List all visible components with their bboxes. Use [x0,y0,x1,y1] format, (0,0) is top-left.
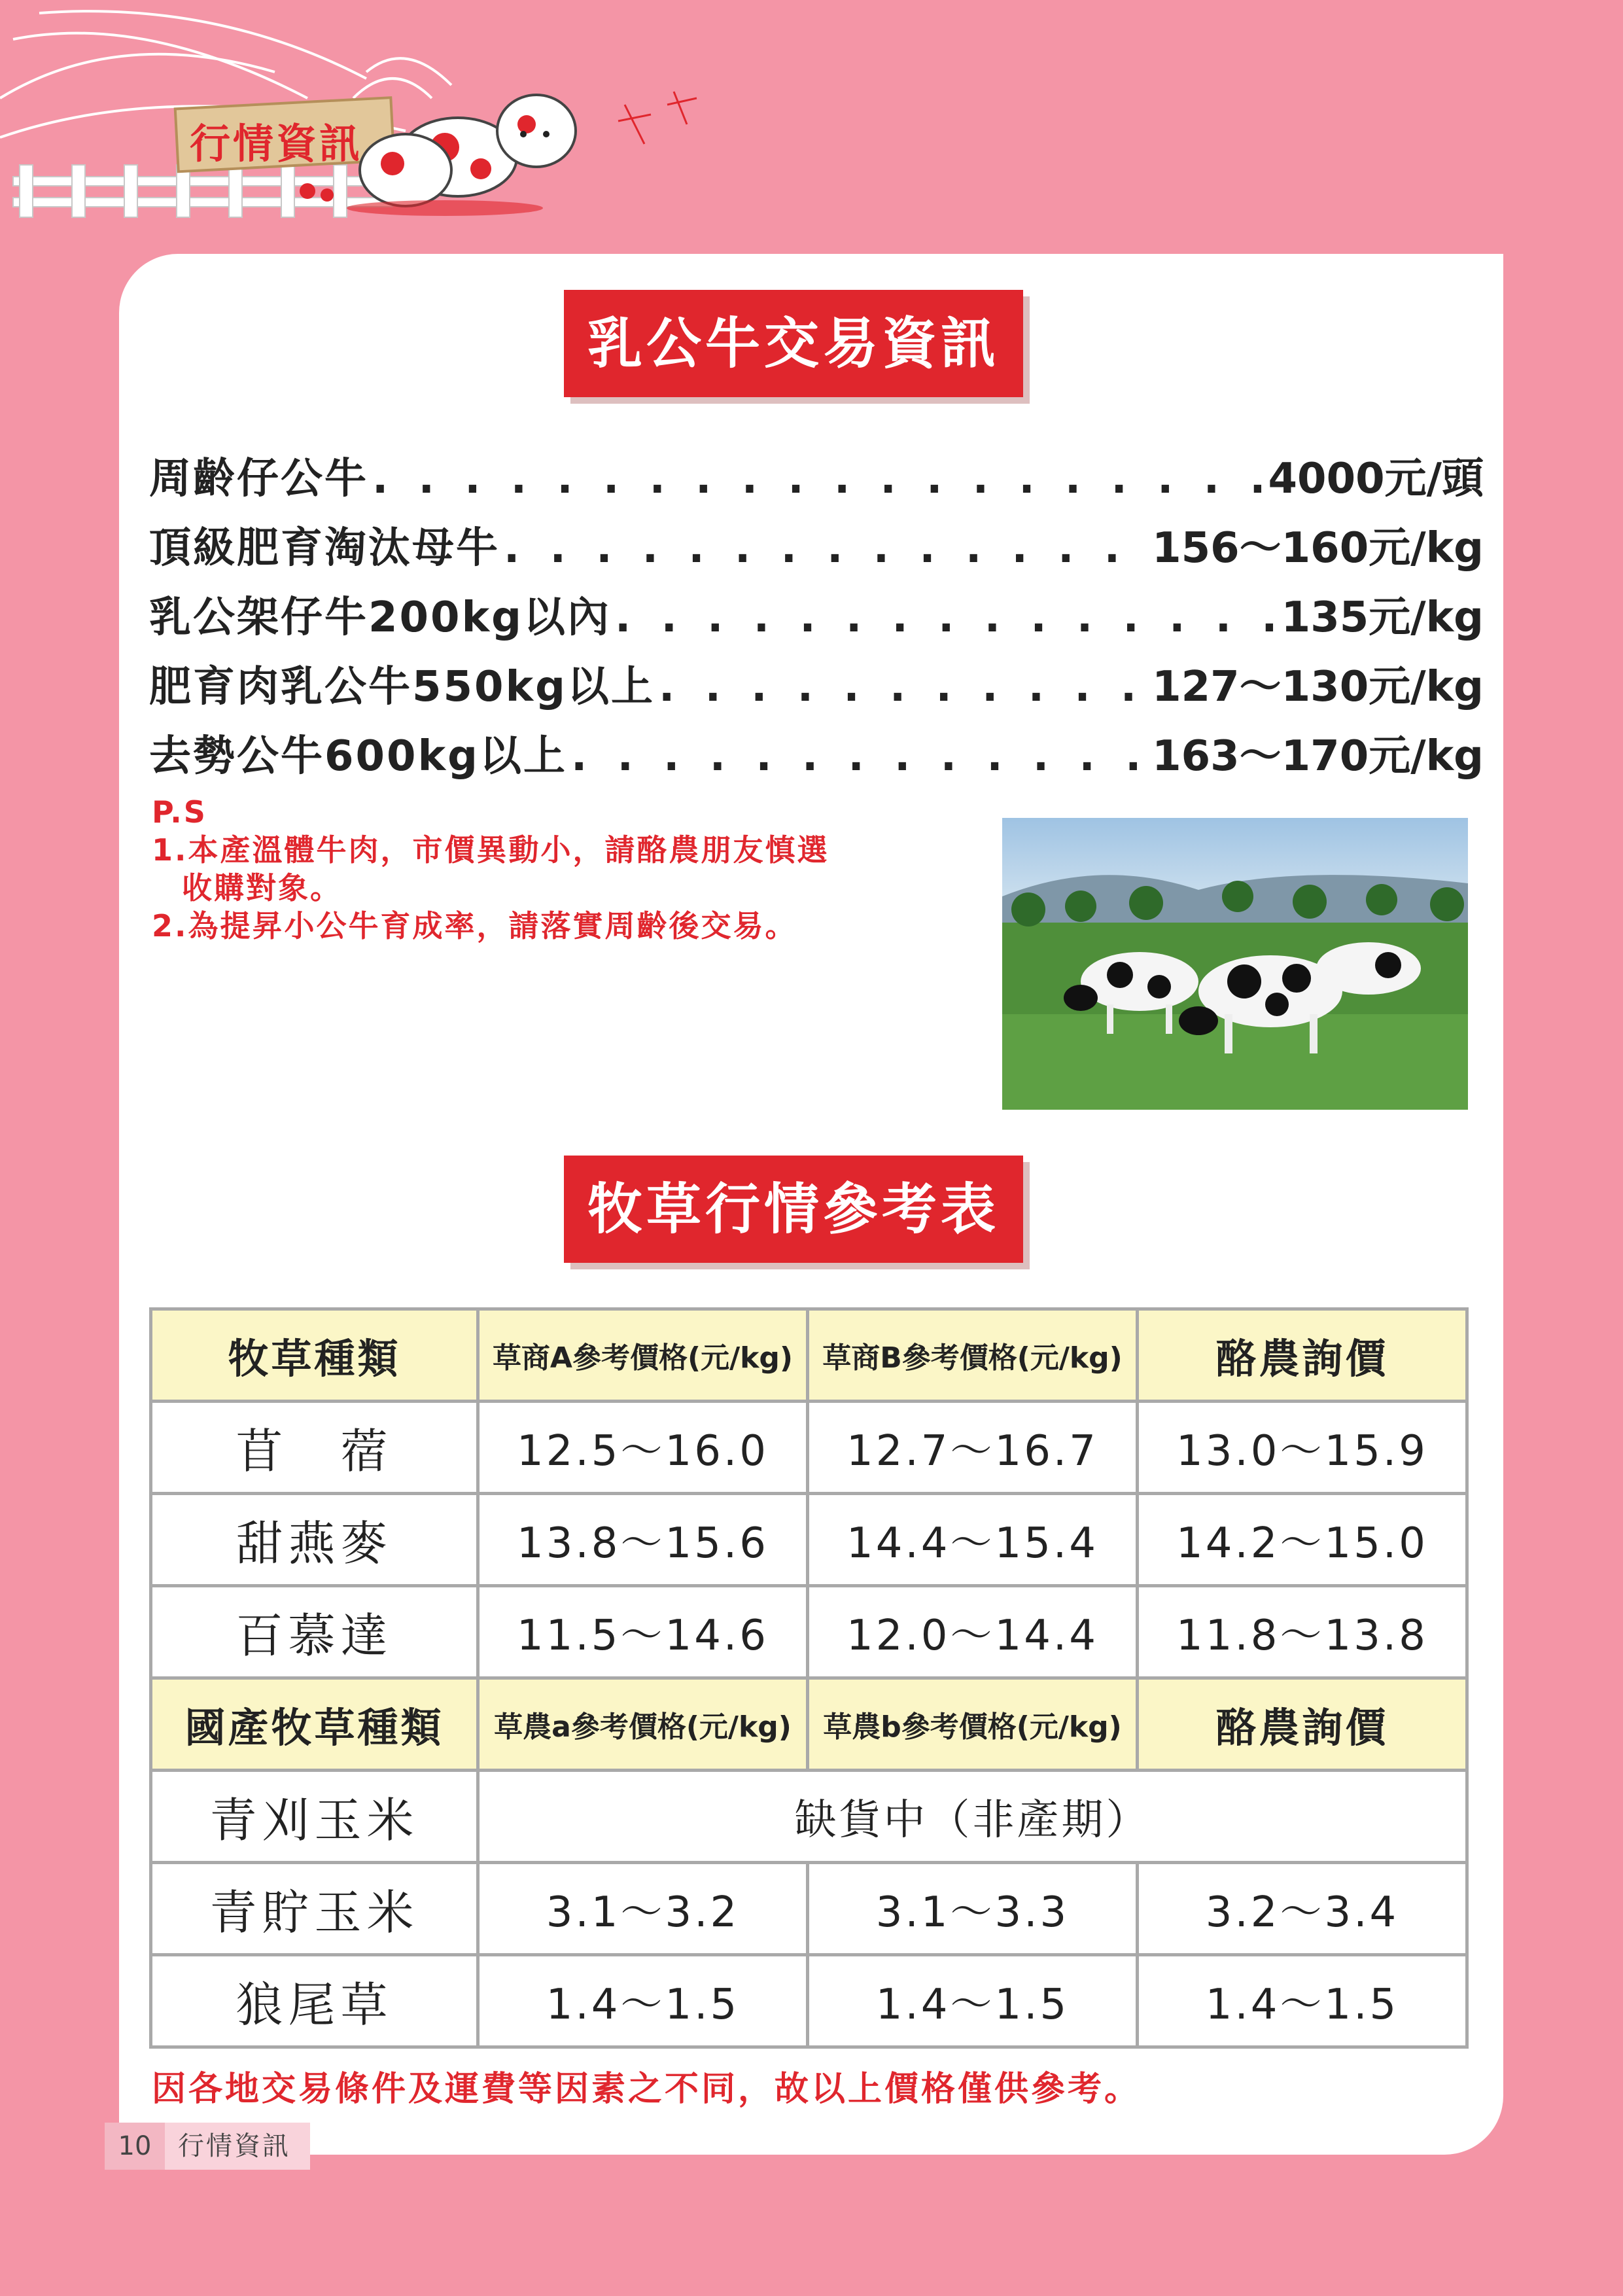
price-row [149,514,1484,584]
footer-section-label: 行情資訊 [165,2123,310,2170]
notes-block [152,793,1002,945]
leader-dots [372,455,1265,503]
out-of-stock-cell: 缺貨中（非產期） [478,1771,1467,1863]
leader-dots [571,732,1148,781]
table-row [151,1955,1467,2047]
fence-icon [13,165,393,217]
calf-price-list [149,445,1484,792]
disclaimer-footnote: 因各地交易條件及運費等因素之不同，故以上價格僅供參考。 [152,2070,1142,2109]
calf-trade-title: 乳公牛交易資訊 [564,290,1023,397]
leader-dots [615,593,1278,642]
column-header: 草農a參考價格(元/kg) [478,1678,808,1771]
price-cell: 13.8～15.6 [478,1494,808,1586]
price-row [149,445,1484,514]
price-row [149,584,1484,653]
price-cell: 1.4～1.5 [1138,1955,1467,2047]
price-cell: 3.1～3.2 [478,1863,808,1955]
price-row [149,722,1484,792]
price-cell: 3.1～3.3 [808,1863,1138,1955]
price-row [149,653,1484,722]
price-item-value: 135元/kg [1281,593,1484,642]
price-cell: 1.4～1.5 [808,1955,1138,2047]
leader-dots [659,663,1148,711]
header-section-label: 行情資訊 [190,120,363,168]
dragonfly-icon [618,92,697,144]
price-cell: 11.5～14.6 [478,1586,808,1678]
note-line-2: 2.為提昇小公牛育成率，請落實周齡後交易。 [152,908,797,944]
table-header-row [151,1678,1467,1771]
column-header: 酪農詢價 [1138,1309,1467,1402]
column-header: 酪農詢價 [1138,1678,1467,1771]
price-item-value: 163～170元/kg [1152,732,1484,781]
price-cell: 1.4～1.5 [478,1955,808,2047]
price-item-name: 肥育肉乳公牛550kg以上 [149,663,655,711]
price-cell: 12.7～16.7 [808,1402,1138,1494]
price-item-value: 127～130元/kg [1152,663,1484,711]
column-header: 草商A參考價格(元/kg) [478,1309,808,1402]
price-cell: 12.0～14.4 [808,1586,1138,1678]
price-cell: 3.2～3.4 [1138,1863,1467,1955]
forage-name-cell: 狼尾草 [151,1955,478,2047]
price-item-name: 周齡仔公牛 [149,455,368,503]
price-cell: 14.2～15.0 [1138,1494,1467,1586]
table-row [151,1402,1467,1494]
price-item-name: 乳公架仔牛200kg以內 [149,593,611,642]
page-number: 10 [105,2123,165,2170]
notes-ps: P.S [152,794,207,830]
price-cell: 12.5～16.0 [478,1402,808,1494]
table-row [151,1586,1467,1678]
column-header: 草商B參考價格(元/kg) [808,1309,1138,1402]
forage-name-cell: 甜燕麥 [151,1494,478,1586]
table-row [151,1863,1467,1955]
forage-name-cell: 苜 蓿 [151,1402,478,1494]
column-header: 國產牧草種類 [151,1678,478,1771]
price-item-value: 156～160元/kg [1152,524,1484,573]
forage-name-cell: 青貯玉米 [151,1863,478,1955]
forage-market-title: 牧草行情參考表 [564,1156,1023,1263]
forage-name-cell: 百慕達 [151,1586,478,1678]
table-header-row [151,1309,1467,1402]
leader-dots [504,524,1148,573]
price-item-name: 頂級肥育淘汰母牛 [149,524,500,573]
forage-price-table [149,1307,1469,2049]
price-cell: 11.8～13.8 [1138,1586,1467,1678]
note-line-1-cont: 收購對象。 [182,870,342,906]
price-cell: 14.4～15.4 [808,1494,1138,1586]
note-line-1: 1.本產溫體牛肉，市價異動小，請酪農朋友慎選 [152,832,829,868]
price-cell: 13.0～15.9 [1138,1402,1467,1494]
price-item-value: 4000元/頭 [1268,455,1484,503]
cows-grazing-photo [1002,818,1468,1110]
column-header: 牧草種類 [151,1309,478,1402]
table-row [151,1494,1467,1586]
forage-name-cell: 青刈玉米 [151,1771,478,1863]
page-footer-tab [105,2123,310,2170]
column-header: 草農b參考價格(元/kg) [808,1678,1138,1771]
table-row [151,1771,1467,1863]
price-item-name: 去勢公牛600kg以上 [149,732,567,781]
